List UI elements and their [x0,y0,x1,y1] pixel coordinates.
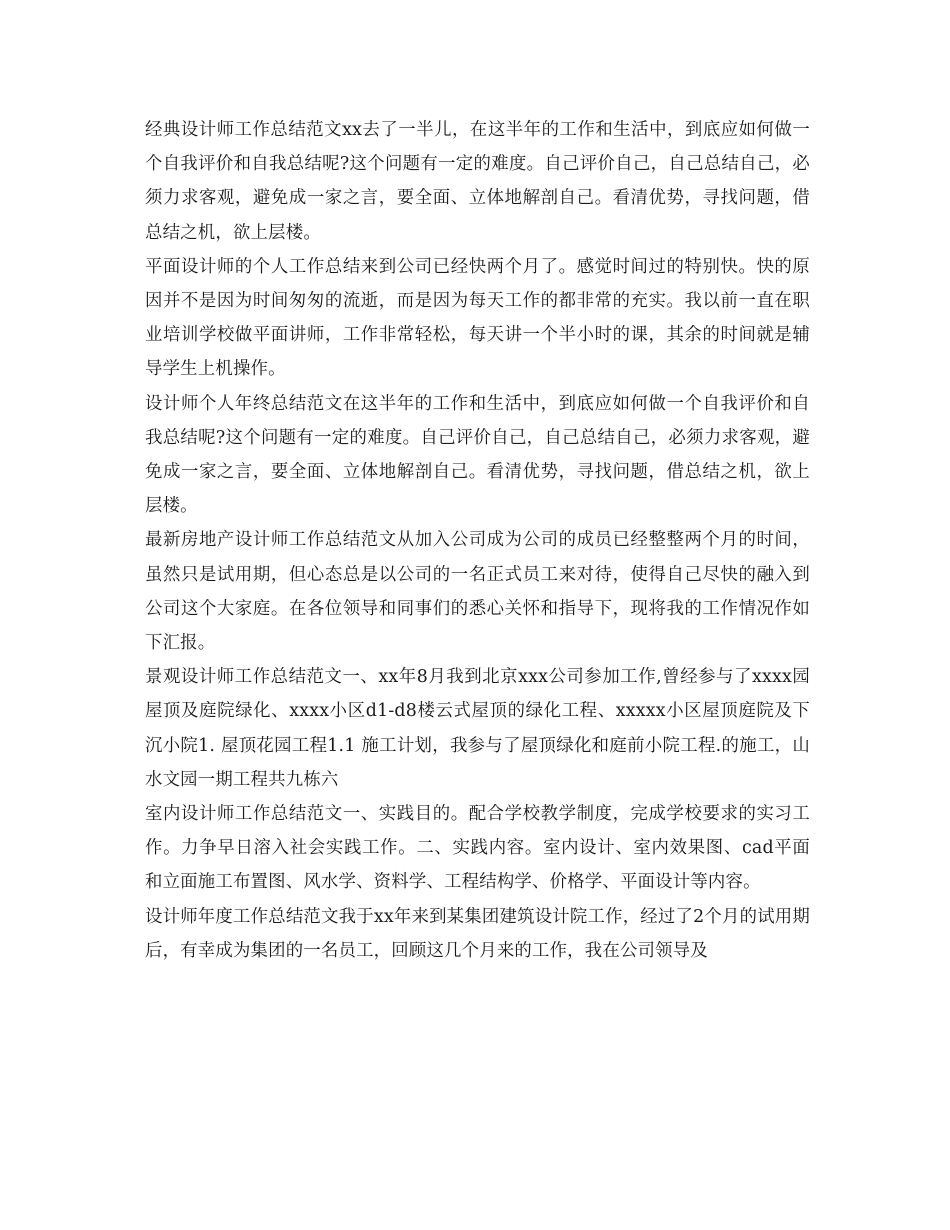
document-body [145,113,810,968]
paragraph-real-estate-designer-summary: 最新房地产设计师工作总结范文从加入公司成为公司的成员已经整整两个月的时间，虽然只是试用期，但心态总是以公司的一名正式员工来对待，使得自己尽快的融入到公司这个大家庭。在各位领导和同事们的悉心关怀和指导下，现将我的工作情况作如下汇报。 [145,530,810,654]
paragraph-graphic-designer-summary: 平面设计师的个人工作总结来到公司已经快两个月了。感觉时间过的特别快。快的原因并不是因为时间匆匆的流逝，而是因为每天工作的都非常的充实。我以前一直在职业培训学校做平面讲师，工作非常轻松，每天讲一个半小时的课，其余的时间就是辅导学生上机操作。 [145,256,810,380]
paragraph-landscape-designer-summary: 景观设计师工作总结范文一、xx年8月我到北京xxx公司参加工作,曾经参与了xxxx园屋顶及庭院绿化、xxxx小区d1-d8楼云式屋顶的绿化工程、xxxxx小区屋顶庭院及下沉小院1. 屋顶花园工程1.1 施工计划，我参与了屋顶绿化和庭前小院工程.的施工，山水文园一期工程共九栋六 [145,667,810,790]
paragraph-interior-designer-summary: 室内设计师工作总结范文一、实践目的。配合学校教学制度，完成学校要求的实习工作。力争早日溶入社会实践工作。二、实践内容。室内设计、室内效果图、cad平面和立面施工布置图、风水学、资料学、工程结构学、价格学、平面设计等内容。 [145,804,810,893]
paragraph-classic-designer-summary: 经典设计师工作总结范文xx去了一半儿，在这半年的工作和生活中，到底应如何做一个自我评价和自我总结呢?这个问题有一定的难度。自己评价自己，自己总结自己，必须力求客观，避免成一家之言，要全面、立体地解剖自己。看清优势，寻找问题，借总结之机，欲上层楼。 [145,120,810,243]
paragraph-annual-designer-summary: 设计师年度工作总结范文我于xx年来到某集团建筑设计院工作，经过了2个月的试用期后，有幸成为集团的一名员工，回顾这几个月来的工作，我在公司领导及 [145,906,810,961]
paragraph-year-end-summary: 设计师个人年终总结范文在这半年的工作和生活中，到底应如何做一个自我评价和自我总结呢?这个问题有一定的难度。自己评价自己，自己总结自己，必须力求客观，避免成一家之言，要全面、立体地解剖自己。看清优势，寻找问题，借总结之机，欲上层楼。 [145,393,810,517]
